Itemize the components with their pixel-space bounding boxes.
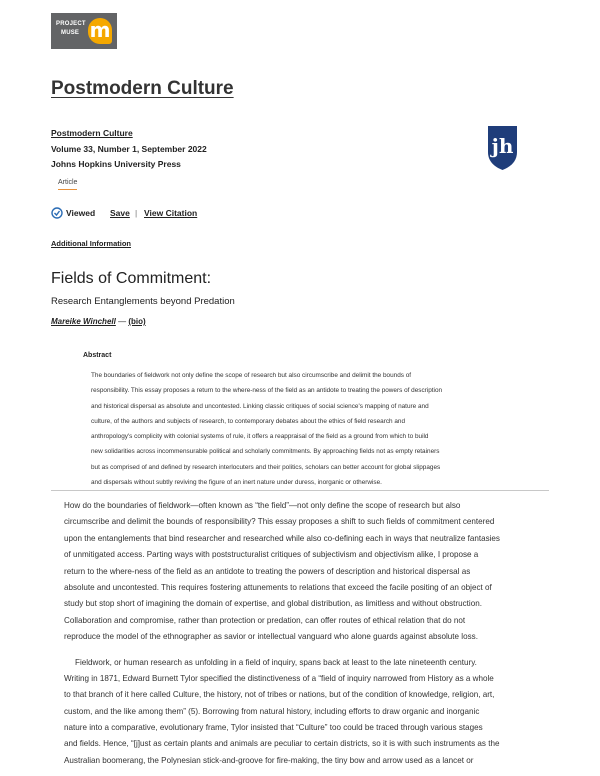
- body-line: Fieldwork, or human research as unfolding in a field of inquiry, spans back at least to the late nineteenth century.: [75, 657, 477, 667]
- abstract-line: but as comprised of and defined by research interlocuters and their politics, scholars can better account for global slippages: [91, 463, 441, 471]
- bio-separator: —: [118, 317, 127, 326]
- body-line: to that branch of it here called Culture, the history, not of tribes or nations, but of the condition of knowledge, religion, art,: [64, 690, 495, 700]
- abstract-text: [91, 372, 523, 494]
- author-line: [51, 317, 146, 326]
- body-line: upon the entanglements that bind researcher and researched while also co-defining each in ways that neutralize fantasies: [64, 533, 500, 543]
- abstract-line: culture, of the authors and subjects of research, to contemporary debates about the ethics of field research and: [91, 417, 406, 425]
- viewed-indicator: Viewed: [66, 208, 96, 218]
- project-muse-logo[interactable]: [51, 13, 117, 49]
- author-bio-link[interactable]: (bio): [128, 317, 146, 326]
- abstract-line: responsibility. This essay proposes a return to the where-ness of the field as an antidote to treating the powers of description: [91, 387, 443, 395]
- body-line: return to the where-ness of the field as an antidote to treating the powers of description and historical dispersal as: [64, 566, 471, 576]
- section-divider: [51, 490, 549, 491]
- logo-text-project: PROJECT: [56, 21, 86, 27]
- body-paragraph: [64, 501, 550, 649]
- view-citation-link[interactable]: View Citation: [144, 208, 198, 218]
- journal-name-link[interactable]: Postmodern Culture: [51, 128, 133, 138]
- body-line: custom, and the like among them” (5). Borrowing from natural history, including efforts to draw organic and inorganic: [64, 706, 480, 716]
- author-link[interactable]: Mareike Winchell: [51, 317, 116, 326]
- body-line: nature into a comparative, evolutionary frame, Tylor insisted that “Culture” too could be traced through various stages: [64, 723, 483, 733]
- svg-text:jh: jh: [491, 134, 514, 158]
- viewed-icon: [51, 207, 63, 219]
- article-body: [64, 501, 550, 772]
- abstract-heading: Abstract: [83, 352, 112, 359]
- body-line: and fields. Hence, “[j]ust as certain plants and animals are peculiar to certain districts, so it is with such instruments as the: [64, 739, 500, 749]
- body-line: circumscribe and delimit the bounds of responsibility? This essay proposes a shift to such fields of commitment centered: [64, 517, 495, 527]
- abstract-line: and dispersals without subtly reviving the figure of an inert nature under duress, inorganic or otherwise.: [91, 479, 382, 487]
- journal-title-link[interactable]: Postmodern Culture: [51, 78, 234, 99]
- abstract-line: anthropology's complicity with colonial systems of rule, it offers a reappraisal of the field as a ground from which to build: [91, 433, 429, 441]
- publisher-name: Johns Hopkins University Press: [51, 159, 181, 169]
- jhu-press-shield-logo: [487, 125, 518, 171]
- article-subtitle: Research Entanglements beyond Predation: [51, 296, 235, 307]
- body-line: of unmitigated access. Parting ways with poststructuralist critiques of subjectivism and objectivism alike, I propose a: [64, 550, 479, 560]
- body-line: study but stop short of imagining the domain of expertise, and global distribution, as limitless and without obstruction.: [64, 599, 482, 609]
- body-line: absolute and uncontested. This requires fostering attunements to relations that exceed the facile positing of an object of: [64, 582, 492, 592]
- actions-separator: |: [135, 208, 138, 218]
- logo-text-muse: MUSE: [61, 30, 80, 36]
- issue-volume: Volume 33, Number 1, September 2022: [51, 144, 207, 154]
- body-line: Collaboration and compromise, rather than protection or predation, can offer routes of ethical relation that do not: [64, 615, 466, 625]
- body-paragraph: [64, 658, 550, 773]
- body-line: reproduce the model of the ethnographer as savior or intellectual vanguard who alone guards against absolute loss.: [64, 632, 478, 642]
- body-line: Writing in 1871, Edward Burnett Tylor specified the distinctiveness of a “field of inquiry narrowed from History as a whole: [64, 673, 494, 683]
- abstract-line: new solidarities across incommensurable political and scholarly commitments. By approaching fields not as empty retainers: [91, 448, 440, 456]
- logo-mark: m: [89, 18, 111, 42]
- abstract-line: The boundaries of fieldwork not only define the scope of research but also circumscribe and delimit the bounds of: [91, 372, 412, 379]
- body-line: Australian boomerang, the Polynesian stick-and-groove for fire-making, the tiny bow and arrow used as a lancet or: [64, 755, 474, 765]
- body-line: How do the boundaries of fieldwork—often known as “the field”—not only define the scope of research but also: [64, 501, 461, 510]
- save-button[interactable]: Save: [110, 208, 130, 218]
- article-type-tag: Article: [58, 179, 77, 190]
- abstract-line: and historical dispersal as absolute and uncontested. Linking classic critiques of social science's mapping of nature and: [91, 402, 429, 410]
- additional-information-link[interactable]: Additional Information: [51, 239, 131, 248]
- article-title: Fields of Commitment:: [51, 270, 212, 287]
